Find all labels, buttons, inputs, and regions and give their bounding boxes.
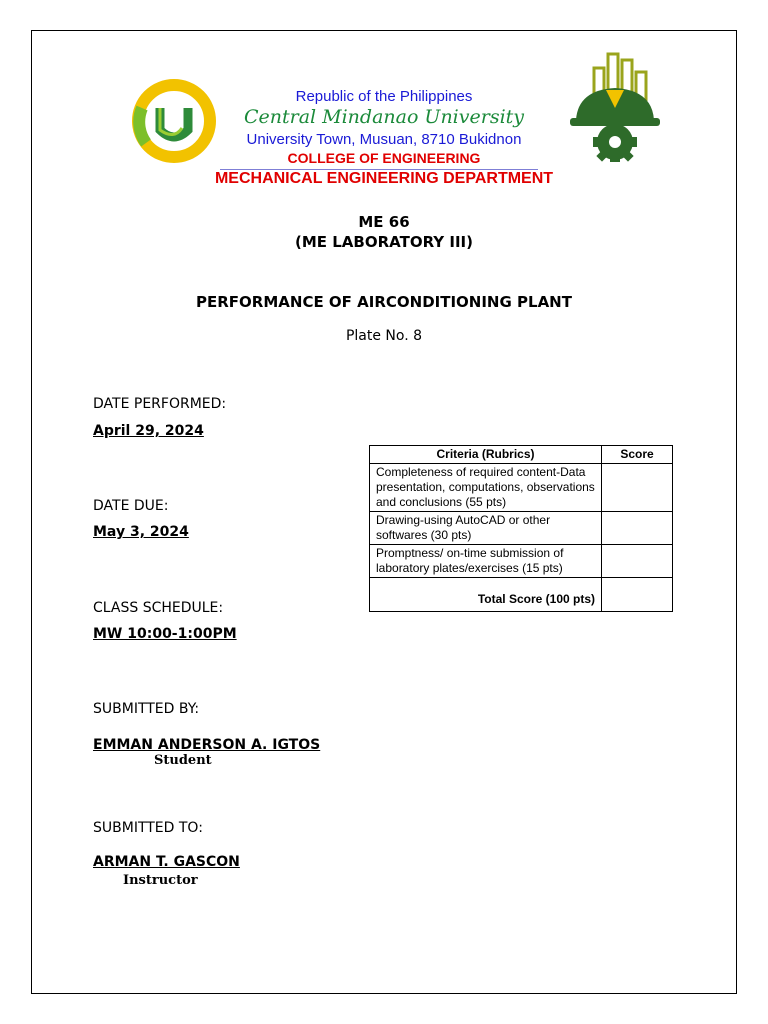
instructor-role: Instructor [123,873,198,888]
university-address: University Town, Musuan, 8710 Bukidnon [246,131,522,148]
plate-number: Plate No. 8 [345,328,423,344]
date-performed-label: DATE PERFORMED: [93,396,227,412]
document-title: PERFORMANCE OF AIRCONDITIONING PLANT [196,293,572,311]
university-name: Central Mindanao University [243,106,525,128]
department-name: MECHANICAL ENGINEERING DEPARTMENT [214,170,554,187]
rubric-header-row [370,446,673,464]
date-due-value: May 3, 2024 [93,524,189,540]
republic-line: Republic of the Philippines [295,88,473,105]
instructor-name: ARMAN T. GASCON [93,854,240,870]
criteria-cell: Promptness/ on-time submission of laboratory plates/exercises (15 pts) [370,545,602,578]
criteria-header: Criteria (Rubrics) [370,446,602,464]
college-name: COLLEGE OF ENGINEERING [287,150,481,166]
student-role: Student [154,753,212,768]
table-row [370,464,673,512]
table-row [370,545,673,578]
submitted-to-label: SUBMITTED TO: [93,820,203,836]
score-cell [602,512,673,545]
student-name: EMMAN ANDERSON A. IGTOS [93,737,321,753]
score-cell [602,464,673,512]
total-row [370,578,673,612]
date-due-label: DATE DUE: [93,498,169,514]
total-score-label: Total Score (100 pts) [370,578,602,612]
class-schedule-value: MW 10:00-1:00PM [93,626,237,642]
score-header: Score [602,446,673,464]
criteria-cell: Drawing-using AutoCAD or other softwares (30 pts) [370,512,602,545]
course-name: (ME LABORATORY III) [295,233,473,251]
course-code: ME 66 [358,213,410,231]
criteria-cell: Completeness of required content-Data presentation, computations, observations and conclusions (55 pts) [370,464,602,512]
date-performed-value: April 29, 2024 [93,423,204,439]
table-row [370,512,673,545]
rubric-table [369,445,673,612]
score-cell [602,545,673,578]
class-schedule-label: CLASS SCHEDULE: [93,600,224,616]
submitted-by-label: SUBMITTED BY: [93,701,200,717]
total-score-cell [602,578,673,612]
